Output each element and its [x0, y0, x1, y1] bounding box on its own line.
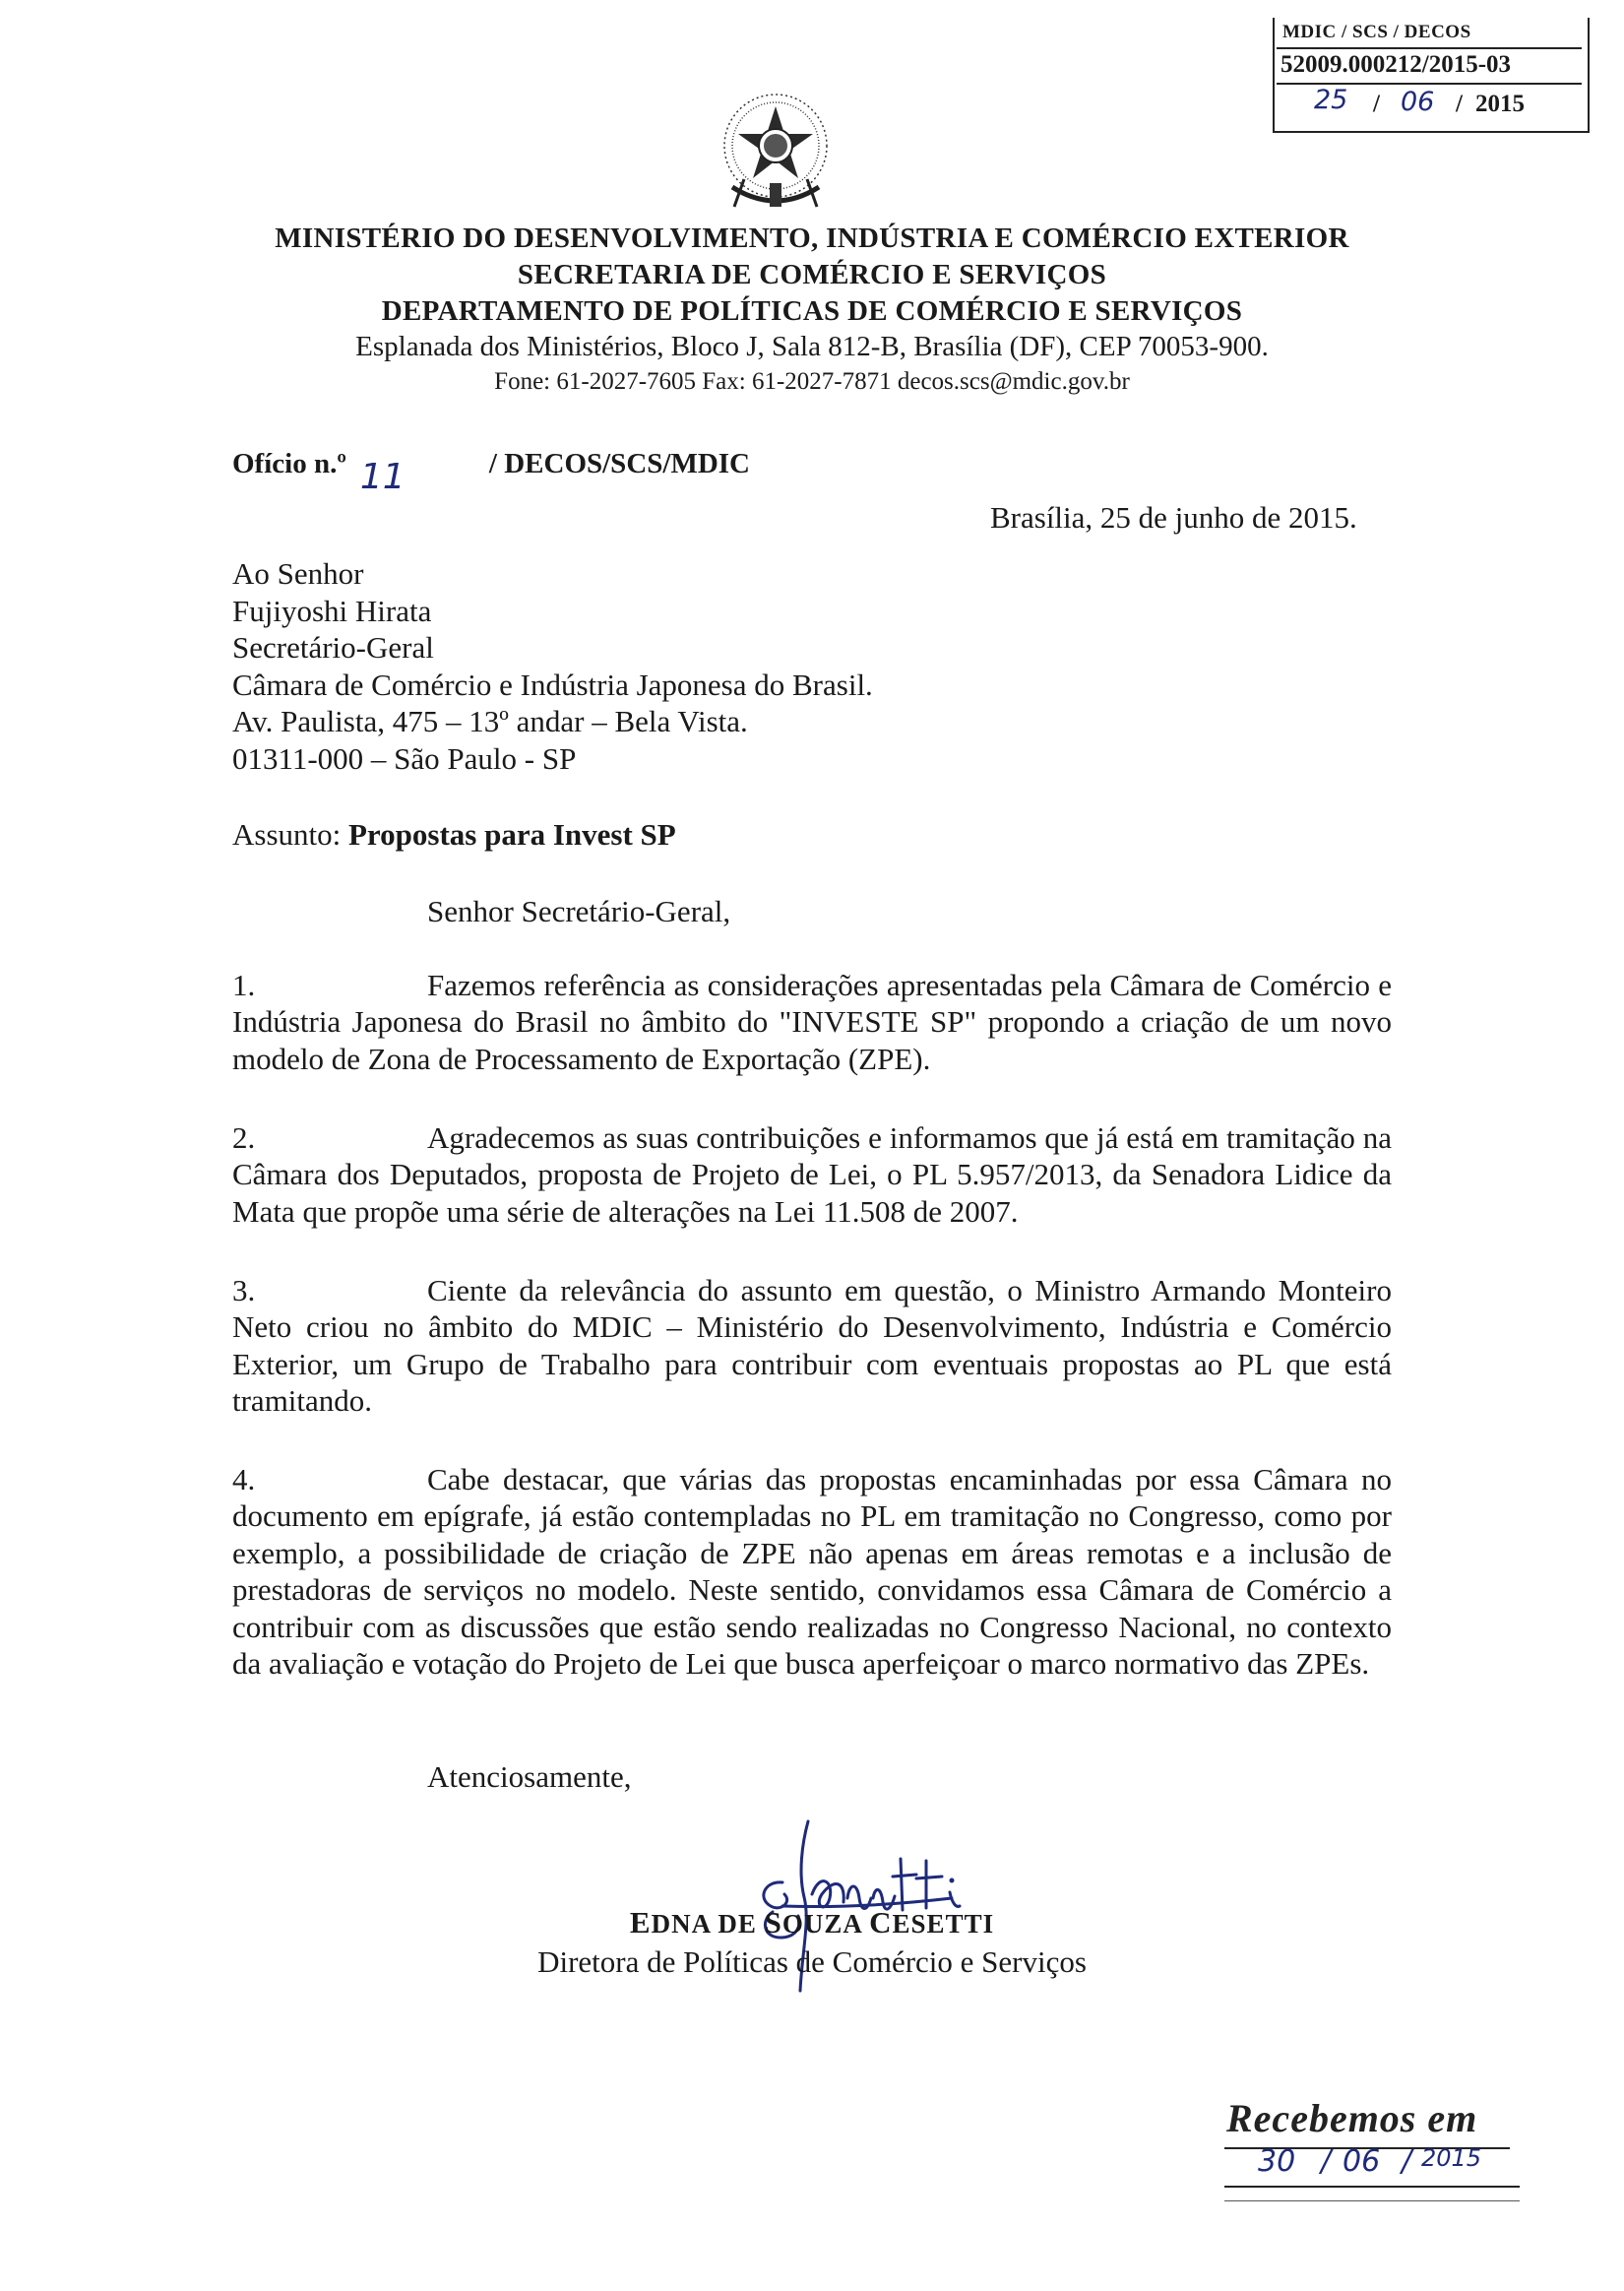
oficio-suffix: / DECOS/SCS/MDIC — [488, 448, 750, 479]
stamp-date-day: 25 — [1314, 85, 1348, 115]
letterhead-address: Esplanada dos Ministérios, Bloco J, Sala 812-B, Brasília (DF), CEP 70053-900. — [355, 331, 1269, 362]
subject-line — [232, 817, 676, 853]
subject-label: Assunto: — [232, 817, 342, 852]
recipient-title: Secretário-Geral — [232, 630, 434, 665]
paragraph-number: 3. — [232, 1273, 256, 1307]
paragraph-text: Agradecemos as suas contribuições e informamos que já está em tramitação na Câmara dos Deputados, proposta de Projeto de Lei, o PL 5.957/2013, da Senadora Lidice da Mata que propõe uma série de alterações na Lei 11.508 de 2007. — [232, 1120, 1392, 1229]
recipient-street: Av. Paulista, 475 – 13º andar – Bela Vista. — [232, 704, 748, 738]
oficio-reference — [232, 448, 750, 497]
protocol-stamp: MDIC / SCS / DECOS 52009.000212/2015-03 25 / 06 / 2015 — [1273, 18, 1588, 133]
department-name: DEPARTAMENTO DE POLÍTICAS DE COMÉRCIO E SERVIÇOS — [381, 295, 1243, 327]
greeting: Senhor Secretário-Geral, — [427, 894, 731, 928]
recipient-salutation-line: Ao Senhor — [232, 556, 364, 591]
signer-name: EDNA DE SOUZA CESETTI — [629, 1905, 995, 1940]
recipient-name: Fujiyoshi Hirata — [232, 593, 432, 628]
ministry-name: MINISTÉRIO DO DESENVOLVIMENTO, INDÚSTRIA E COMÉRCIO EXTERIOR — [275, 223, 1349, 254]
paragraph-text: Fazemos referência as considerações apresentadas pela Câmara de Comércio e Indústria Japonesa do Brasil no âmbito do "INVESTE SP" propondo a criação de um novo modelo de Zona de Processamento de Exportação (ZPE). — [232, 968, 1392, 1076]
recipient-city: 01311-000 – São Paulo - SP — [232, 740, 577, 776]
paragraph-4 — [232, 1461, 1392, 1682]
received-stamp: Recebemos em 30 / 06 / 2015 — [1218, 2087, 1533, 2205]
received-year: 2015 — [1421, 2144, 1482, 2172]
oficio-label: Ofício n.º — [232, 448, 346, 479]
oficio-number: 11 — [359, 457, 406, 497]
closing: Atenciosamente, — [427, 1759, 632, 1794]
recipient-block — [232, 555, 873, 777]
paragraph-number: 2. — [232, 1120, 256, 1155]
coat-of-arms-icon — [715, 89, 837, 217]
received-month: 06 — [1343, 2144, 1381, 2179]
signer-role: Diretora de Políticas de Comércio e Serviços — [537, 1944, 1087, 1979]
stamp-process-number: 52009.000212/2015-03 — [1280, 51, 1512, 78]
paragraph-number: 1. — [232, 968, 256, 1002]
secretariat-name: SECRETARIA DE COMÉRCIO E SERVIÇOS — [517, 259, 1107, 290]
stamp-department: MDIC / SCS / DECOS — [1282, 22, 1471, 42]
paragraph-number: 4. — [232, 1462, 256, 1496]
recipient-organization: Câmara de Comércio e Indústria Japonesa do Brasil. — [232, 667, 873, 702]
stamp-date-year: 2015 — [1475, 91, 1525, 117]
paragraph-text: Cabe destacar, que várias das propostas encaminhadas por essa Câmara no documento em epígrafe, já estão contempladas no PL em tramitação no Congresso, como por exemplo, a possibilidade de criação de ZPE não apenas em áreas remotas e a inclusão de prestadoras de serviços no modelo. Neste sentido, convidamos essa Câmara de Comércio a contribuir com as discussões que estão sendo realizadas no Congresso Nacional, no contexto da avaliação e votação do Projeto de Lei que busca aperfeiçoar o marco normativo das ZPEs. — [232, 1462, 1392, 1682]
stamp-date-month: 06 — [1401, 87, 1435, 117]
letterhead-contact: Fone: 61-2027-7605 Fax: 61-2027-7871 decos.scs@mdic.gov.br — [494, 368, 1130, 395]
received-label: Recebemos em — [1226, 2096, 1478, 2140]
subject-text: Propostas para Invest SP — [348, 817, 676, 852]
letter-date: Brasília, 25 de junho de 2015. — [990, 500, 1357, 535]
paragraph-text: Ciente da relevância do assunto em questão, o Ministro Armando Monteiro Neto criou no âmbito do MDIC – Ministério do Desenvolvimento, Indústria e Comércio Exterior, um Grupo de Trabalho para contribuir com eventuais propostas ao PL que está tramitando. — [232, 1273, 1392, 1419]
paragraph-3 — [232, 1272, 1392, 1420]
paragraph-1 — [232, 967, 1392, 1077]
paragraph-2 — [232, 1119, 1392, 1230]
received-day: 30 — [1258, 2144, 1296, 2179]
